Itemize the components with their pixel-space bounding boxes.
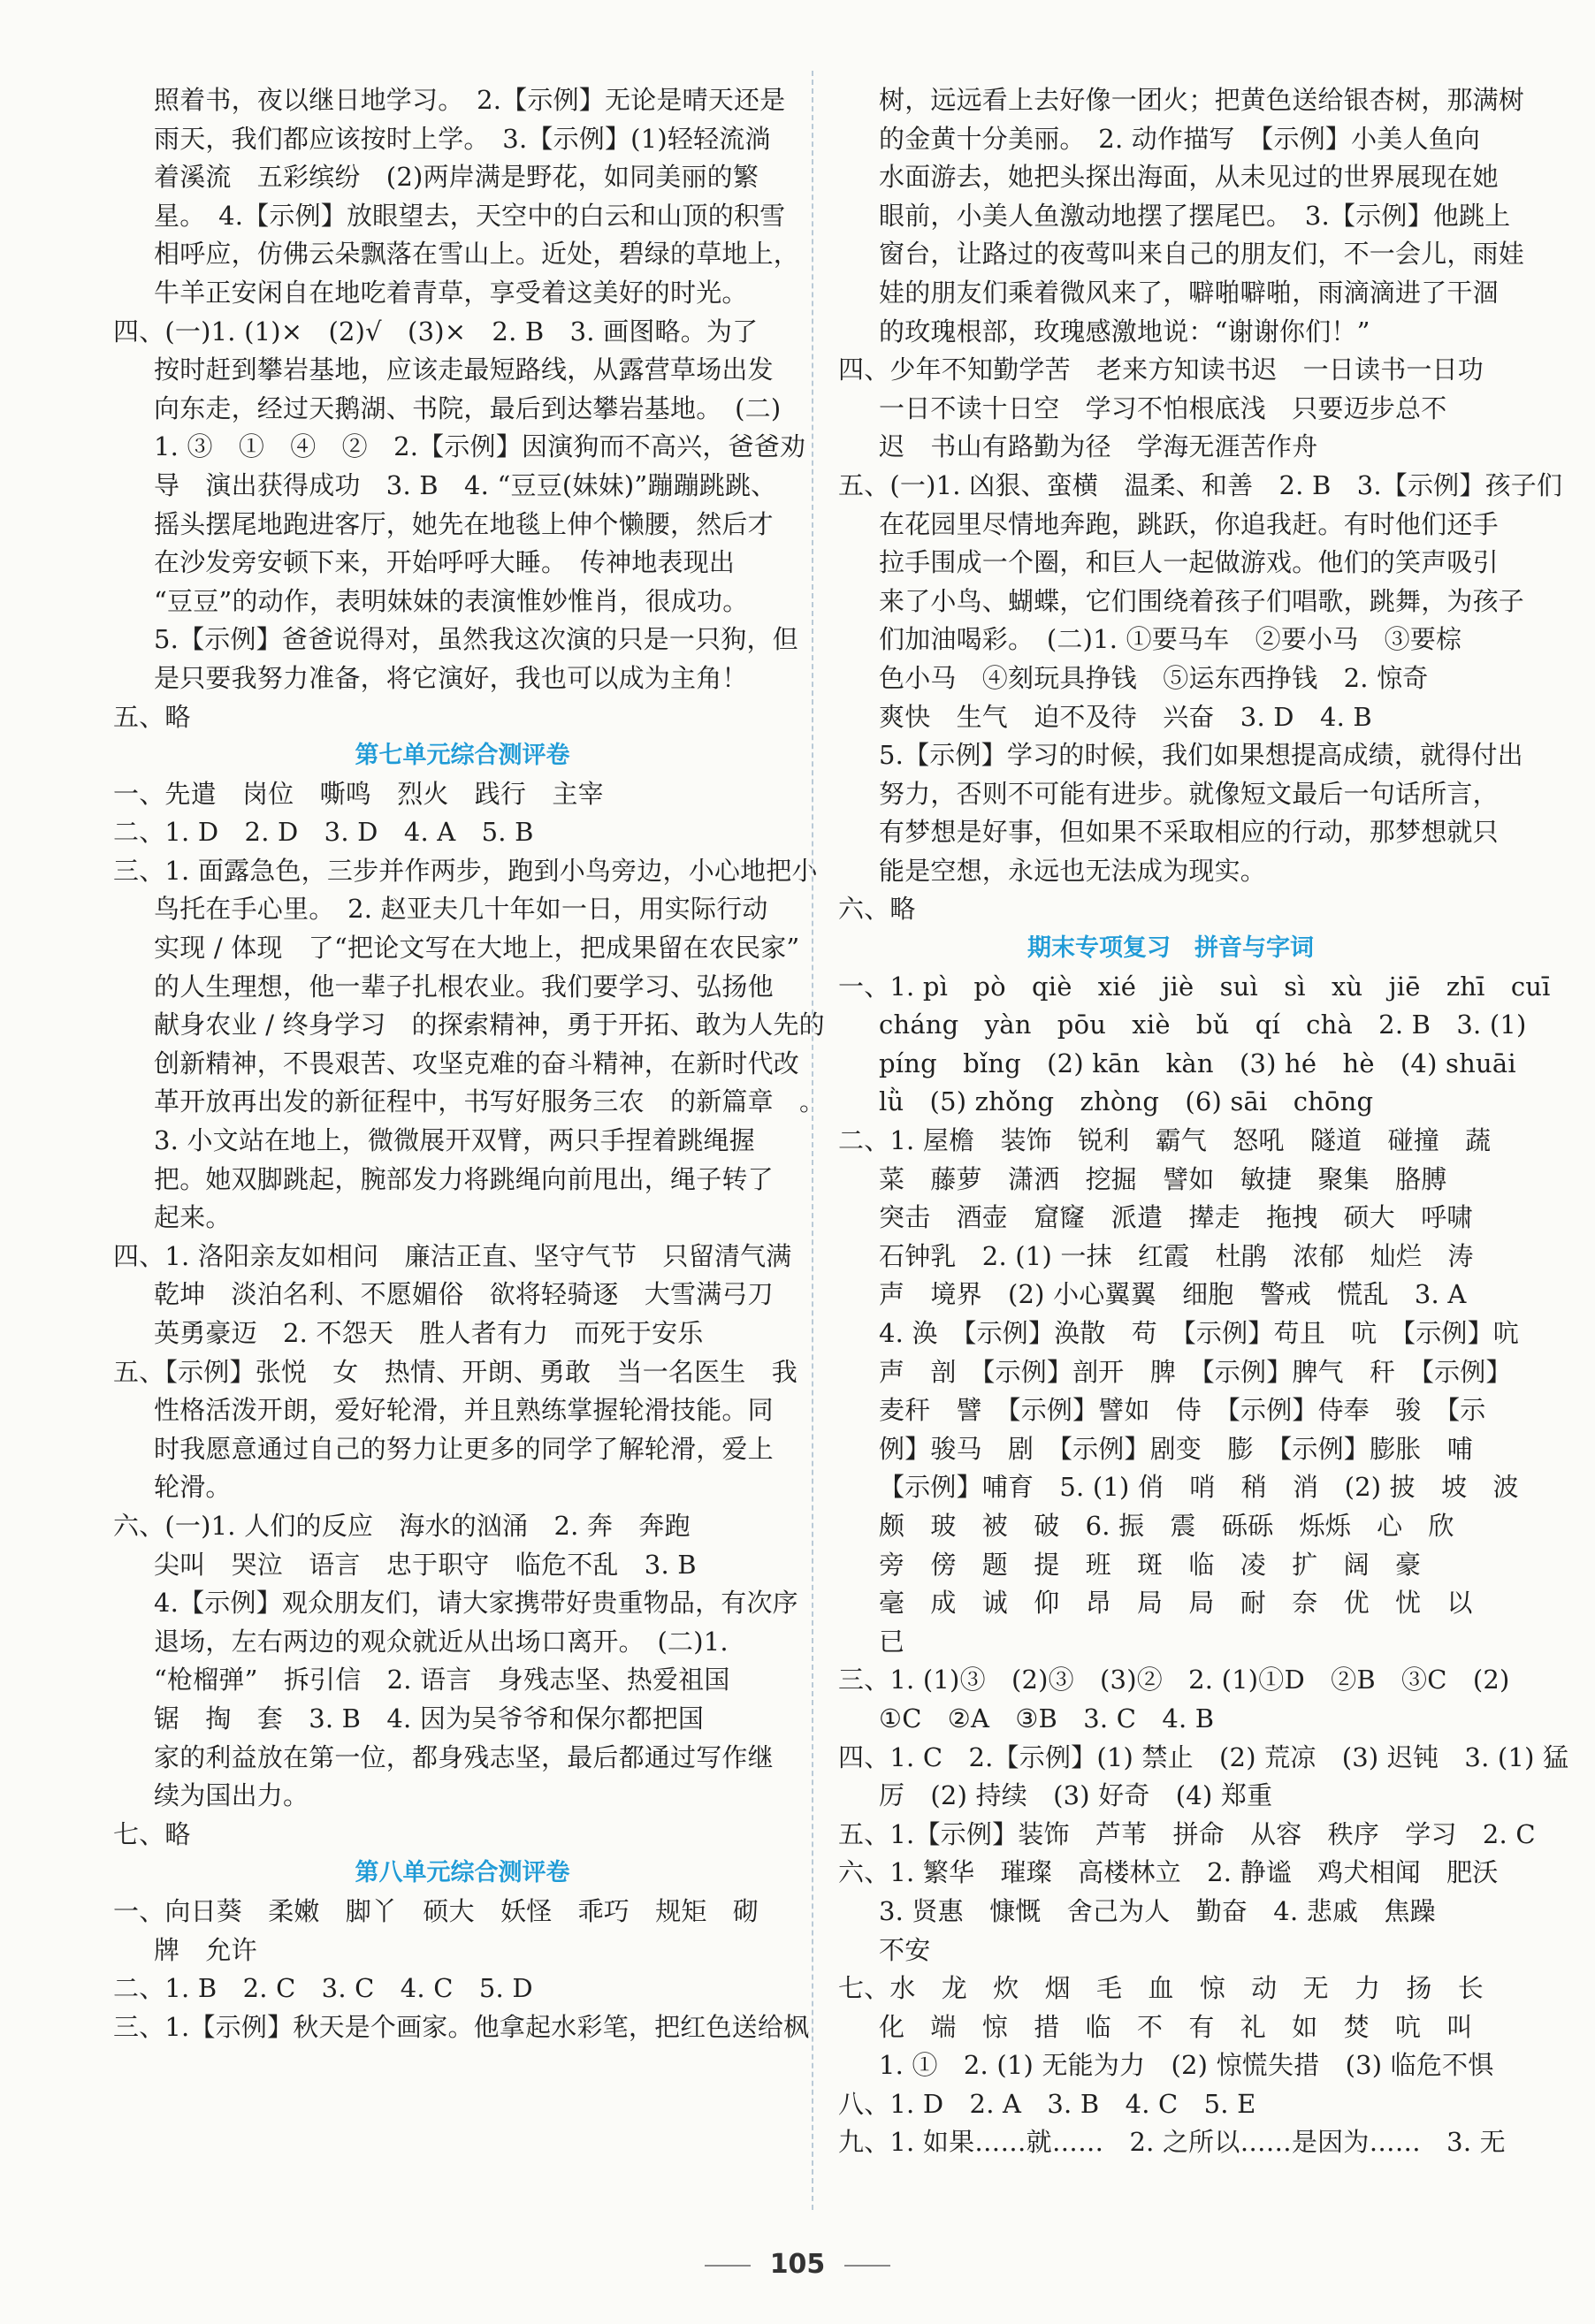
answer-line: 有梦想是好事，但如果不采取相应的行动，那梦想就只 xyxy=(879,817,1499,848)
answer-line: 来了小鸟、蝴蝶，它们围绕着孩子们唱歌，跳舞，为孩子 xyxy=(879,585,1525,616)
answer-line: lǜ (5) zhǒng zhòng (6) sāi chōng xyxy=(879,1086,1374,1117)
answer-line: 二、1. 屋檐 装饰 锐利 霸气 怒吼 隧道 碰撞 蔬 xyxy=(838,1125,1492,1156)
answer-line: 的金黄十分美丽。 2. 动作描写 【示例】小美人鱼向 xyxy=(879,123,1481,154)
answer-line: 们加油喝彩。 (二)1. ①要马车 ②要小马 ③要棕 xyxy=(879,624,1462,655)
answer-line: 拉手围成一个圈，和巨人一起做游戏。他们的笑声吸引 xyxy=(879,547,1499,578)
answer-line: 续为国出力。 xyxy=(154,1780,309,1811)
answer-line: 导 演出获得成功 3. B 4. “豆豆(妹妹)”蹦蹦跳跳、 xyxy=(154,469,777,500)
answer-line: 突击 酒壶 窟窿 派遣 撵走 拖拽 硕大 呼啸 xyxy=(879,1202,1473,1233)
answer-line: 能是空想，永远也无法成为现实。 xyxy=(879,855,1267,886)
answer-line: 性格活泼开朗，爱好轮滑，并且熟练掌握轮滑技能。同 xyxy=(154,1395,774,1426)
answer-line: 眼前，小美人鱼激动地摆了摆尾巴。 3.【示例】他跳上 xyxy=(879,200,1511,231)
answer-line: 八、1. D 2. A 3. B 4. C 5. E xyxy=(838,2088,1256,2119)
right-column xyxy=(838,81,1569,2162)
footer-dash-right xyxy=(844,2265,890,2267)
answer-line: 六、1. 繁华 璀璨 高楼林立 2. 静谧 鸡犬相闻 肥沃 xyxy=(838,1857,1499,1888)
answer-line: 七、略 xyxy=(113,1818,191,1849)
answer-line: 四、少年不知勤学苦 老来方知读书迟 一日读书一日功 xyxy=(838,354,1484,385)
answer-line: 实现 / 体现 了“把论文写在大地上，把成果留在农民家” xyxy=(154,933,800,964)
answer-line: 向东走，经过天鹅湖、书院，最后到达攀岩基地。 (二) xyxy=(154,392,782,423)
answer-line: 五、【示例】张悦 女 热情、开朗、勇敢 当一名医生 我 xyxy=(113,1356,798,1387)
answer-line: 雨天，我们都应该按时上学。 3.【示例】(1)轻轻流淌 xyxy=(154,123,771,154)
answer-line: 是只要我努力准备，将它演好，我也可以成为主角！ xyxy=(154,662,748,693)
answer-line: 5.【示例】爸爸说得对，虽然我这次演的只是一只狗，但 xyxy=(154,624,798,655)
answer-line: 退场，左右两边的观众就近从出场口离开。 (二)1. xyxy=(154,1626,729,1657)
answer-line: 献身农业 / 终身学习 的探索精神，勇于开拓、敢为人先的 xyxy=(154,1010,825,1040)
answer-line: 相呼应，仿佛云朵飘落在雪山上。近处，碧绿的草地上， xyxy=(154,239,800,270)
answer-line: 九、1. 如果……就…… 2. 之所以……是因为…… 3. 无 xyxy=(838,2127,1506,2158)
answer-line: 五、略 xyxy=(113,701,191,732)
page-footer xyxy=(0,2249,1595,2280)
answer-line: 二、1. B 2. C 3. C 4. C 5. D xyxy=(113,1973,533,2004)
answer-line: 星。 4.【示例】放眼望去，天空中的白云和山顶的积雪 xyxy=(154,200,786,231)
answer-line: 菜 藤萝 潇洒 挖掘 譬如 敏捷 聚集 胳膊 xyxy=(879,1163,1447,1194)
answer-line: 1. ① 2. (1) 无能为力 (2) 惊慌失措 (3) 临危不惧 xyxy=(879,2050,1494,2081)
answer-line: 革开放再出发的新征程中，书写好服务三农 的新篇章 。 xyxy=(154,1086,826,1117)
answer-line: 树，远远看上去好像一团火；把黄色送给银杏树，那满树 xyxy=(879,85,1525,115)
answer-line: 毫 成 诚 仰 昂 局 局 耐 奈 优 忧 以 xyxy=(879,1588,1473,1619)
answer-line: 鸟托在手心里。 2. 赵亚夫几十年如一日，用实际行动 xyxy=(154,894,768,925)
answer-line: 4.【示例】观众朋友们，请大家携带好贵重物品，有次序 xyxy=(154,1588,798,1619)
answer-line: 4. 涣 【示例】涣散 苟 【示例】苟且 吭 【示例】吭 xyxy=(879,1318,1519,1348)
answer-line: 石钟乳 2. (1) 一抹 红霞 杜鹃 浓郁 灿烂 涛 xyxy=(879,1240,1474,1271)
answer-line: 照着书，夜以继日地学习。 2.【示例】无论是晴天还是 xyxy=(154,85,786,115)
answer-line: 声 境界 (2) 小心翼翼 细胞 警戒 慌乱 3. A xyxy=(879,1279,1467,1310)
answer-line: 英勇豪迈 2. 不怨天 胜人者有力 而死于安乐 xyxy=(154,1318,704,1348)
answer-line: 六、略 xyxy=(838,894,916,925)
answer-line: 四、(一)1. (1)× (2)√ (3)× 2. B 3. 画图略。为了 xyxy=(113,316,759,347)
answer-line: 声 剖 【示例】剖开 脾 【示例】脾气 秆 【示例】 xyxy=(879,1356,1512,1387)
answer-line: 的玫瑰根部，玫瑰感激地说：“谢谢你们！” xyxy=(879,316,1370,347)
answer-line: 轮滑。 xyxy=(154,1472,232,1503)
section-heading: 第七单元综合测评卷 xyxy=(355,742,570,770)
answer-line: 起来。 xyxy=(154,1202,232,1233)
answer-line: 七、水 龙 炊 烟 毛 血 惊 动 无 力 扬 长 xyxy=(838,1973,1484,2004)
answer-line: 迟 书山有路勤为径 学海无涯苦作舟 xyxy=(879,431,1318,462)
left-column xyxy=(113,81,826,2046)
answer-line: 着溪流 五彩缤纷 (2)两岸满是野花，如同美丽的繁 xyxy=(154,162,759,193)
answer-line: 的人生理想，他一辈子扎根农业。我们要学习、弘扬他 xyxy=(154,971,774,1002)
answer-line: 厉 (2) 持续 (3) 好奇 (4) 郑重 xyxy=(879,1780,1273,1811)
answer-line: 窗台，让路过的夜莺叫来自己的朋友们，不一会儿，雨娃 xyxy=(879,239,1525,270)
answer-line: 一、向日葵 柔嫩 脚丫 硕大 妖怪 乖巧 规矩 砌 xyxy=(113,1895,759,1926)
answer-line: 创新精神，不畏艰苦、攻坚克难的奋斗精神，在新时代改 xyxy=(154,1048,800,1078)
answer-line: 1. ③ ① ④ ② 2.【示例】因演狗而不高兴，爸爸劝 xyxy=(154,431,806,462)
answer-line: 五、(一)1. 凶狠、蛮横 温柔、和善 2. B 3.【示例】孩子们 xyxy=(838,469,1563,500)
answer-line: 把。她双脚跳起，腕部发力将跳绳向前甩出，绳子转了 xyxy=(154,1163,774,1194)
answer-line: 四、1. 洛阳亲友如相问 廉洁正直、坚守气节 只留清气满 xyxy=(113,1240,792,1271)
answer-line: ①C ②A ③B 3. C 4. B xyxy=(879,1703,1215,1733)
section-heading: 第八单元综合测评卷 xyxy=(355,1859,570,1887)
answer-line: 例】骏马 剧 【示例】剧变 膨 【示例】膨胀 哺 xyxy=(879,1433,1473,1464)
answer-line: 【示例】哺育 5. (1) 俏 哨 稍 消 (2) 披 坡 波 xyxy=(879,1472,1519,1503)
page-number: 105 xyxy=(769,2249,826,2280)
answer-line: 二、1. D 2. D 3. D 4. A 5. B xyxy=(113,817,534,848)
answer-line: 乾坤 淡泊名利、不愿媚俗 欲将轻骑逐 大雪满弓刀 xyxy=(154,1279,774,1310)
answer-line: 不安 xyxy=(879,1934,931,1965)
answer-line: 一日不读十日空 学习不怕根底浅 只要迈步总不 xyxy=(879,392,1447,423)
answer-line: 一、1. pì pò qiè xié jiè suì sì xù jiē zhī cuī xyxy=(838,971,1551,1002)
answer-line: 爽快 生气 迫不及待 兴奋 3. D 4. B xyxy=(879,701,1372,732)
answer-line: 四、1. C 2.【示例】(1) 禁止 (2) 荒凉 (3) 迟钝 3. (1) 猛 xyxy=(838,1741,1569,1772)
answer-line: 摇头摆尾地跑进客厅，她先在地毯上伸个懒腰，然后才 xyxy=(154,508,774,539)
footer-dash-left xyxy=(705,2265,751,2267)
answer-line: 在沙发旁安顿下来，开始呼呼大睡。 传神地表现出 xyxy=(154,547,736,578)
answer-line: 旁 傍 题 提 班 斑 临 凌 扩 阔 豪 xyxy=(879,1549,1422,1580)
answer-line: 三、1. 面露急色，三步并作两步，跑到小鸟旁边，小心地把小 xyxy=(113,855,818,886)
answer-line: 努力，否则不可能有进步。就像短文最后一句话所言， xyxy=(879,778,1499,809)
answer-line: 已 xyxy=(879,1626,905,1657)
answer-line: 三、1. (1)③ (2)③ (3)② 2. (1)①D ②B ③C (2) xyxy=(838,1665,1510,1695)
answer-line: 尖叫 哭泣 语言 忠于职守 临危不乱 3. B xyxy=(154,1549,697,1580)
answer-line: 色小马 ④刻玩具挣钱 ⑤运东西挣钱 2. 惊奇 xyxy=(879,662,1429,693)
answer-line: 水面游去，她把头探出海面，从未见过的世界展现在她 xyxy=(879,162,1499,193)
answer-line: 娃的朋友们乘着微风来了，噼啪噼啪，雨滴滴进了干涸 xyxy=(879,277,1499,308)
answer-line: 牛羊正安闲自在地吃着青草，享受着这美好的时光。 xyxy=(154,277,748,308)
answer-line: 麦秆 譬 【示例】譬如 侍 【示例】侍奉 骏 【示 xyxy=(879,1395,1486,1426)
answer-line: 5.【示例】学习的时候，我们如果想提高成绩，就得付出 xyxy=(879,740,1523,771)
section-heading: 期末专项复习 拼音与字词 xyxy=(1027,934,1314,963)
answer-line: 家的利益放在第一位，都身残志坚，最后都通过写作继 xyxy=(154,1741,774,1772)
answer-line: 3. 贤惠 慷慨 舍己为人 勤奋 4. 悲戚 焦躁 xyxy=(879,1895,1436,1926)
answer-line: 锯 掏 套 3. B 4. 因为吴爷爷和保尔都把国 xyxy=(154,1703,705,1733)
answer-line: cháng yàn pōu xiè bǔ qí chà 2. B 3. (1) xyxy=(879,1010,1527,1040)
answer-line: 一、先遣 岗位 嘶鸣 烈火 践行 主宰 xyxy=(113,778,604,809)
answer-line: 三、1.【示例】秋天是个画家。他拿起水彩笔，把红色送给枫 xyxy=(113,2011,810,2042)
answer-line: “枪榴弹” 拆引信 2. 语言 身残志坚、热爱祖国 xyxy=(154,1665,730,1695)
answer-line: 3. 小文站在地上，微微展开双臂，两只手捏着跳绳握 xyxy=(154,1125,755,1156)
answer-line: 五、1.【示例】装饰 芦苇 拼命 从容 秩序 学习 2. C xyxy=(838,1818,1536,1849)
answer-line: 在花园里尽情地奔跑，跳跃，你追我赶。有时他们还手 xyxy=(879,508,1499,539)
answer-line: 牌 允许 xyxy=(154,1934,257,1965)
answer-line: 按时赶到攀岩基地，应该走最短路线，从露营草场出发 xyxy=(154,354,774,385)
answer-line: 颇 玻 被 破 6. 振 震 砾砾 烁烁 心 欣 xyxy=(879,1510,1454,1541)
answer-line: píng bǐng (2) kān kàn (3) hé hè (4) shuāi xyxy=(879,1048,1516,1078)
answer-line: 时我愿意通过自己的努力让更多的同学了解轮滑，爱上 xyxy=(154,1433,774,1464)
answer-line: “豆豆”的动作，表明妹妹的表演惟妙惟肖，很成功。 xyxy=(154,585,749,616)
answer-line: 化 端 惊 措 临 不 有 礼 如 焚 吭 叫 xyxy=(879,2011,1473,2042)
column-divider xyxy=(812,71,813,2210)
answer-line: 六、(一)1. 人们的反应 海水的汹涌 2. 奔 奔跑 xyxy=(113,1510,691,1541)
